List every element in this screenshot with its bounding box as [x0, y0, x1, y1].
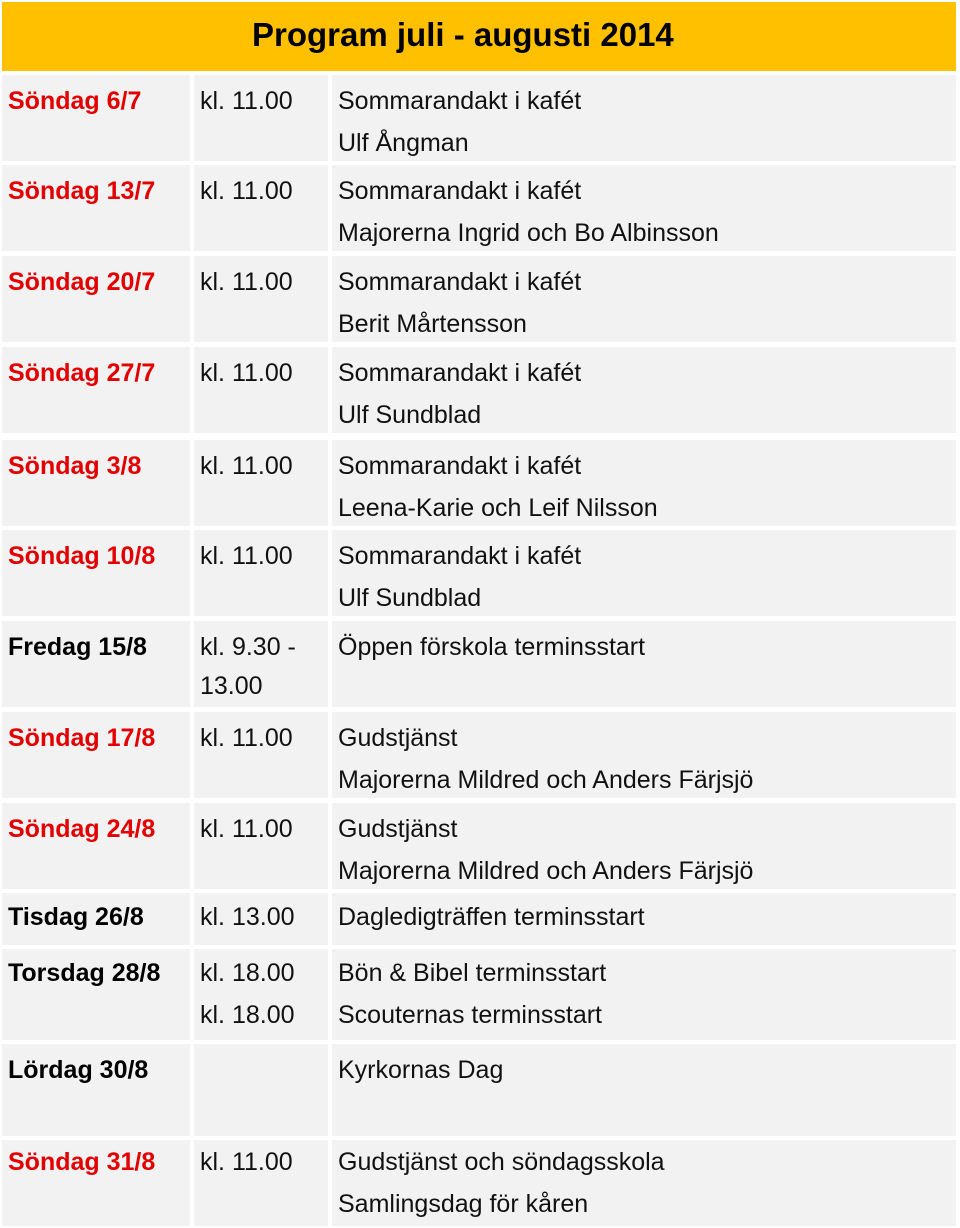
event-cell: [332, 347, 956, 433]
time-label: kl. 11.00: [200, 724, 293, 752]
time-label: kl. 11.00: [200, 87, 293, 115]
day-label: Söndag 13/7: [8, 177, 156, 205]
time-cell: [194, 712, 328, 798]
day-cell: [2, 803, 190, 889]
schedule-row: [2, 1044, 956, 1136]
day-cell: [2, 1044, 190, 1136]
schedule-row: [2, 893, 956, 945]
event-detail: Leena-Karie och Leif Nilsson: [338, 494, 658, 522]
day-label: Söndag 10/8: [8, 542, 156, 570]
day-cell: [2, 893, 190, 945]
event-cell: [332, 256, 956, 342]
schedule-row: [2, 165, 956, 251]
time-label: kl. 18.00: [200, 1001, 295, 1029]
day-cell: [2, 712, 190, 798]
day-cell: [2, 440, 190, 526]
event-title: Scouternas terminsstart: [338, 1001, 602, 1029]
event-detail: Majorerna Mildred och Anders Färjsjö: [338, 857, 754, 885]
time-label: kl. 11.00: [200, 542, 293, 570]
event-title: Gudstjänst: [338, 724, 458, 752]
time-cell: [194, 75, 328, 161]
day-cell: [2, 1140, 190, 1226]
day-label: Söndag 27/7: [8, 359, 156, 387]
time-cell: [194, 440, 328, 526]
page-title: Program juli - augusti 2014: [252, 16, 674, 53]
schedule-row: [2, 256, 956, 342]
day-cell: [2, 256, 190, 342]
time-label: 13.00: [200, 672, 263, 700]
day-label: Söndag 3/8: [8, 452, 142, 480]
time-label: kl. 18.00: [200, 959, 295, 987]
day-label: Fredag 15/8: [8, 633, 147, 661]
event-cell: [332, 1044, 956, 1136]
time-label: kl. 11.00: [200, 177, 293, 205]
day-label: Torsdag 28/8: [8, 959, 161, 987]
schedule-row: [2, 440, 956, 526]
time-cell: [194, 347, 328, 433]
event-detail: Berit Mårtensson: [338, 310, 527, 338]
event-cell: [332, 949, 956, 1040]
time-label: kl. 11.00: [200, 268, 293, 296]
day-label: Söndag 24/8: [8, 815, 156, 843]
time-label: kl. 9.30 -: [200, 633, 296, 661]
time-label: kl. 13.00: [200, 903, 295, 931]
time-label: kl. 11.00: [200, 1148, 293, 1176]
event-detail: Ulf Ångman: [338, 129, 469, 157]
event-cell: [332, 530, 956, 616]
event-title: Sommarandakt i kafét: [338, 87, 582, 115]
time-cell: [194, 165, 328, 251]
day-cell: [2, 530, 190, 616]
time-cell: [194, 1044, 328, 1136]
event-title: Sommarandakt i kafét: [338, 359, 582, 387]
event-title: Bön & Bibel terminsstart: [338, 959, 607, 987]
day-label: Söndag 17/8: [8, 724, 156, 752]
event-detail: Ulf Sundblad: [338, 401, 482, 429]
event-title: Dagledigträffen terminsstart: [338, 903, 645, 931]
event-detail: Ulf Sundblad: [338, 584, 482, 612]
event-cell: [332, 803, 956, 889]
day-cell: [2, 621, 190, 707]
event-cell: [332, 712, 956, 798]
day-label: Söndag 6/7: [8, 87, 142, 115]
time-label: kl. 11.00: [200, 815, 293, 843]
time-label: kl. 11.00: [200, 359, 293, 387]
day-cell: [2, 347, 190, 433]
event-cell: [332, 440, 956, 526]
event-cell: [332, 165, 956, 251]
day-cell: [2, 949, 190, 1040]
schedule-row: [2, 75, 956, 161]
event-title: Gudstjänst: [338, 815, 458, 843]
day-label: Lördag 30/8: [8, 1056, 149, 1084]
day-label: Söndag 20/7: [8, 268, 156, 296]
event-detail: Majorerna Mildred och Anders Färjsjö: [338, 766, 754, 794]
event-cell: [332, 621, 956, 707]
event-title: Gudstjänst och söndagsskola: [338, 1148, 665, 1176]
schedule-row: [2, 712, 956, 798]
day-label: Tisdag 26/8: [8, 903, 144, 931]
schedule-row: [2, 949, 956, 1040]
day-cell: [2, 165, 190, 251]
program-header: [2, 2, 956, 71]
time-cell: [194, 893, 328, 945]
schedule-row: [2, 803, 956, 889]
event-detail: Majorerna Ingrid och Bo Albinsson: [338, 219, 719, 247]
schedule-row: [2, 530, 956, 616]
event-title: Öppen förskola terminsstart: [338, 633, 646, 661]
event-title: Sommarandakt i kafét: [338, 452, 582, 480]
event-title: Sommarandakt i kafét: [338, 542, 582, 570]
time-cell: [194, 530, 328, 616]
event-cell: [332, 893, 956, 945]
time-cell: [194, 621, 328, 707]
time-cell: [194, 803, 328, 889]
event-title: Sommarandakt i kafét: [338, 177, 582, 205]
event-detail: Samlingsdag för kåren: [338, 1190, 589, 1218]
time-label: kl. 11.00: [200, 452, 293, 480]
event-title: Sommarandakt i kafét: [338, 268, 582, 296]
schedule-row: [2, 621, 956, 707]
time-cell: [194, 256, 328, 342]
day-cell: [2, 75, 190, 161]
schedule-row: [2, 347, 956, 433]
schedule-row: [2, 1140, 956, 1226]
day-label: Söndag 31/8: [8, 1148, 156, 1176]
event-cell: [332, 75, 956, 161]
event-title: Kyrkornas Dag: [338, 1056, 504, 1084]
time-cell: [194, 1140, 328, 1226]
time-cell: [194, 949, 328, 1040]
event-cell: [332, 1140, 956, 1226]
